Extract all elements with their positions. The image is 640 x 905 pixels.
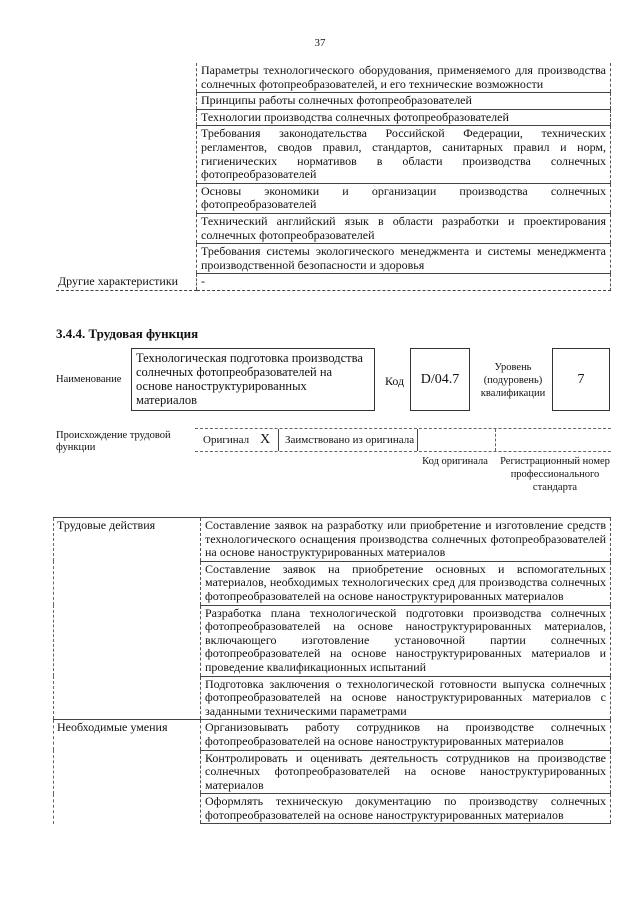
section-title: 3.4.4. Трудовая функция [56,326,199,341]
actions-skills-table [53,517,611,824]
origin-original-label: Оригинал [203,434,250,446]
registration-number-caption: Регистрационный номер профессионального стандарта [500,456,610,493]
page-number: 37 [314,37,326,49]
labor-action-item: Составление заявок на разработку или приобретение и изготовление средств технологического оснащения производства солнечных фотопреобразователей на основе наноструктурированных материалов [201,518,611,562]
divider [495,429,496,451]
labor-action-item: Разработка плана технологической подготовки производства солнечных фотопреобразователей на основе наноструктурированных материалов, включающего изготовление установочной партии солнечных фотопреобразователей на основе наноструктурированных материалов и проведение квалификационных испытаний [201,605,611,676]
labor-action-item: Подготовка заключения о технологической готовности выпуска солнечных фотопреобразователей на основе наноструктурированных материалов с заданными техническими параметрами [201,676,611,720]
labor-actions-label: Трудовые действия [54,518,201,562]
function-code-label: Код [385,374,405,388]
knowledge-item: Требования законодательства Российской Федерации, технических регламентов, сводов правил, стандартов, санитарных правил и норм, гигиенических нормативов в области производства солнечных фотопреобразователей [197,126,611,183]
divider [417,429,418,451]
knowledge-item: Основы экономики и организации производства солнечных фотопреобразователей [197,183,611,213]
knowledge-item: Требования системы экологического менеджмента и системы менеджмента производственной безопасности и здоровья [197,244,611,274]
divider [278,429,279,451]
function-code-value: D/04.7 [410,348,470,411]
origin-original-mark: X [260,432,271,447]
function-name-label: Наименование [56,374,122,385]
knowledge-item: Принципы работы солнечных фотопреобразователей [197,93,611,110]
required-skills-label: Необходимые умения [54,720,201,750]
knowledge-item: Технический английский язык в области разработки и проектирования солнечных фотопреобразователей [197,213,611,243]
qualification-level-label: Уровень (подуровень) квалификации [480,362,546,399]
skill-item: Контролировать и оценивать деятельность сотрудников на производстве солнечных фотопреобразователей на основе наноструктурированных материалов [201,750,611,794]
origin-row [195,428,611,452]
original-code-caption: Код оригинала [422,456,488,467]
knowledge-item: Параметры технологического оборудования, применяемого для производства солнечных фотопреобразователей, и его технические возможности [197,63,611,93]
skill-item: Оформлять техническую документацию по производству солнечных фотопреобразователей на основе наноструктурированных материалов [201,794,611,824]
labor-action-item: Составление заявок на приобретение основных и вспомогательных материалов, необходимых технологических сред для производства солнечных фотопреобразователей на основе наноструктурированных материалов [201,561,611,605]
origin-label: Происхождение трудовой функции [56,430,171,453]
knowledge-item: Технологии производства солнечных фотопреобразователей [197,109,611,126]
knowledge-table [56,63,611,291]
origin-borrowed-label: Заимствовано из оригинала [285,434,415,446]
other-characteristics-value: - [197,274,611,291]
function-name-value: Технологическая подготовка производства солнечных фотопреобразователей на основе наноструктурированных материалов [131,348,375,411]
other-characteristics-label: Другие характеристики [56,274,197,291]
qualification-level-value: 7 [552,348,610,411]
skill-item: Организовывать работу сотрудников на производстве солнечных фотопреобразователей на основе наноструктурированных материалов [201,720,611,750]
